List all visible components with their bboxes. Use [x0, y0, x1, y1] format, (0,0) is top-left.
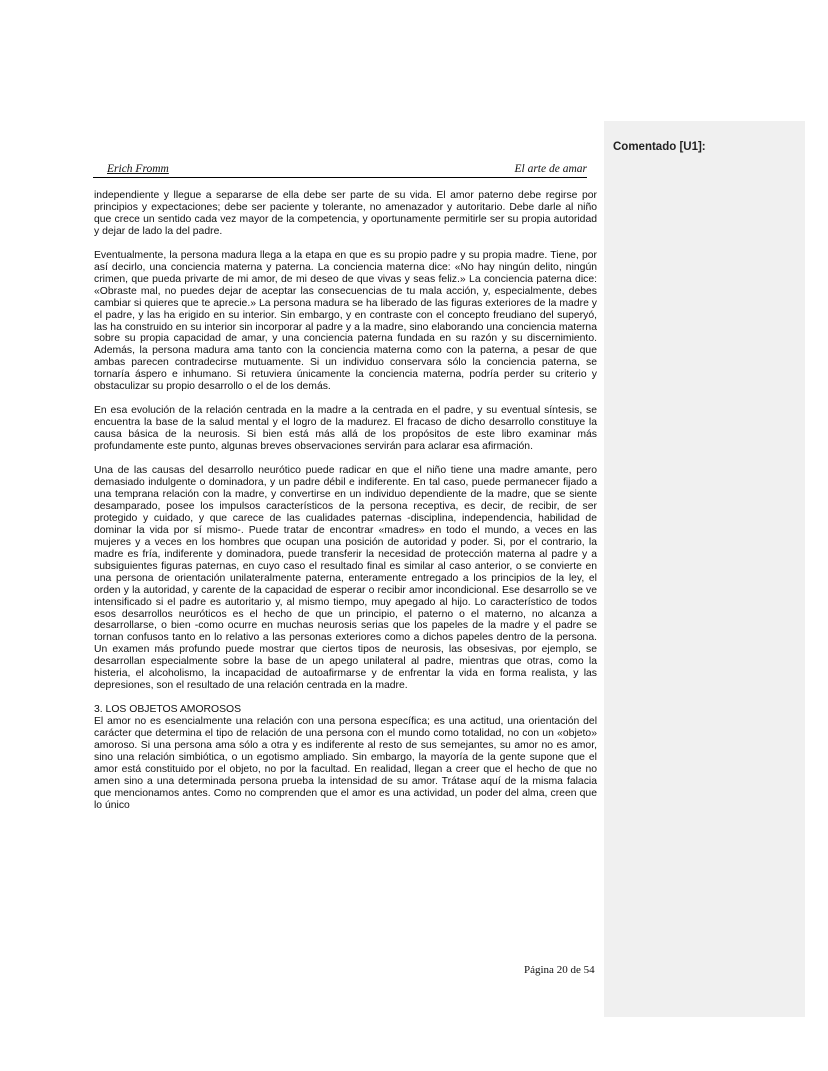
paragraph-2: Eventualmente, la persona madura llega a la etapa en que es su propio padre y su propia madre. Tiene, por así decirlo, una conciencia materna y paterna. La conciencia materna dice: «No hay ningún delito, ningún crimen, que pueda privarte de mi amor, de mi deseo de que vivas y seas feliz.» La conciencia paterna dice: «Obraste mal, no puedes dejar de aceptar las consecuencias de tu mala acción, y, especialmente, debes cambiar si quieres que te aprecie.» La persona madura se ha liberado de las figuras exteriores de la madre y el padre, y las ha erigido en su interior. Sin embargo, y en contraste con el concepto freudiano del superyó, las ha construido en su interior sin incorporar al padre y a la madre, sino elaborando una conciencia materna sobre su propia capacidad de amar, y una conciencia paterna fundada en su razón y su discernimiento. Además, la persona madura ama tanto con la conciencia materna como con la paterna, a pesar de que ambas parecen contradecirse mutuamente. Si un individuo conservara sólo la conciencia paterna, se tornaría áspero e inhumano. Si retuviera únicamente la conciencia materna, podría perder su criterio y obstaculizar su propio desarrollo o el de los demás. — [94, 249, 597, 393]
header-book-title: El arte de amar — [514, 163, 587, 175]
paragraph-3: En esa evolución de la relación centrada en la madre a la centrada en el padre, y su eventual síntesis, se encuentra la base de la salud mental y el logro de la madurez. El fracaso de dicho desarrollo constituye la causa básica de la neurosis. Si bien está más allá de los propósitos de este libro examinar más profundamente este punto, algunas breves observaciones servirán para aclarar esa afirmación. — [94, 405, 597, 453]
page-header — [93, 163, 587, 178]
section-title: 3. LOS OBJETOS AMOROSOS — [94, 704, 242, 716]
document-body — [94, 190, 597, 812]
paragraph-4: Una de las causas del desarrollo neurótico puede radicar en que el niño tiene una madre amante, pero demasiado indulgente o dominadora, y un padre débil e indiferente. En tal caso, puede permanecer fijado a una temprana relación con la madre, y convertirse en un individuo dependiente de la madre, que se siente desamparado, posee los impulsos característicos de la persona receptiva, es decir, de recibir, de ser protegido y cuidado, y que carece de las cualidades paternas -disciplina, independencia, habilidad de dominar la vida por sí mismo-. Puede tratar de encontrar «madres» en todo el mundo, a veces en las mujeres y a veces en los hombres que ocupan una posición de autoridad y poder. Si, por el contrario, la madre es fría, indiferente y dominadora, puede transferir la necesidad de protección materna al padre y a subsiguientes figuras paternas, en cuyo caso el resultado final es similar al caso anterior, o se convierte en una persona de orientación unilateralmente paterna, enteramente entregado a los principios de la ley, el orden y la autoridad, y carente de la capacidad de esperar o recibir amor incondicional. Ese desarrollo se ve intensificado si el padre es autoritario y, al mismo tiempo, muy apegado al hijo. Lo característico de todos esos desarrollos neuróticos es el hecho de que un principio, el paterno o el materno, no alcanza a desarrollarse, o bien -como ocurre en muchas neurosis serias que los papeles de la madre y el padre se tornan confusos tanto en lo relativo a las personas exteriores como a dichos papeles dentro de la persona. Un examen más profundo puede mostrar que ciertos tipos de neurosis, las obsesivas, por ejemplo, se desarrollan especialmente sobre la base de un apego unilateral al padre, mientras que otras, como la histeria, el alcoholismo, la incapacidad de autoafirmarse y de enfrentar la vida en forma realista, y las depresiones, son el resultado de una relación centrada en la madre. — [94, 465, 597, 692]
paragraph-1: independiente y llegue a separarse de ella debe ser parte de su vida. El amor paterno debe regirse por principios y expectaciones; debe ser paciente y tolerante, no amenazador y autoritario. Debe darle al niño que crece un sentido cada vez mayor de la competencia, y oportunamente permitirle ser su propia autoridad y dejar de lado la del padre. — [94, 190, 597, 237]
section-paragraph: El amor no es esencialmente una relación con una persona específica; es una actitud, una orientación del carácter que determina el tipo de relación de una persona con el mundo como totalidad, no con un «objeto» amoroso. Si una persona ama sólo a otra y es indiferente al resto de sus semejantes, su amor no es amor, sino una relación simbiótica, o un egotismo ampliado. Sin embargo, la mayoría de la gente supone que el amor está constituido por el objeto, no por la facultad. En realidad, llegan a creer que el hecho de que no amen sino a una determinada persona prueba la intensidad de su amor. Trátase aquí de la misma falacia que mencionamos antes. Como no comprenden que el amor es una actividad, un poder del alma, creen que lo único — [94, 716, 597, 811]
comment-label[interactable]: Comentado [U1]: — [613, 141, 706, 153]
comment-pane — [604, 121, 805, 1017]
page-number: Página 20 de 54 — [524, 964, 595, 976]
header-author: Erich Fromm — [107, 163, 169, 175]
